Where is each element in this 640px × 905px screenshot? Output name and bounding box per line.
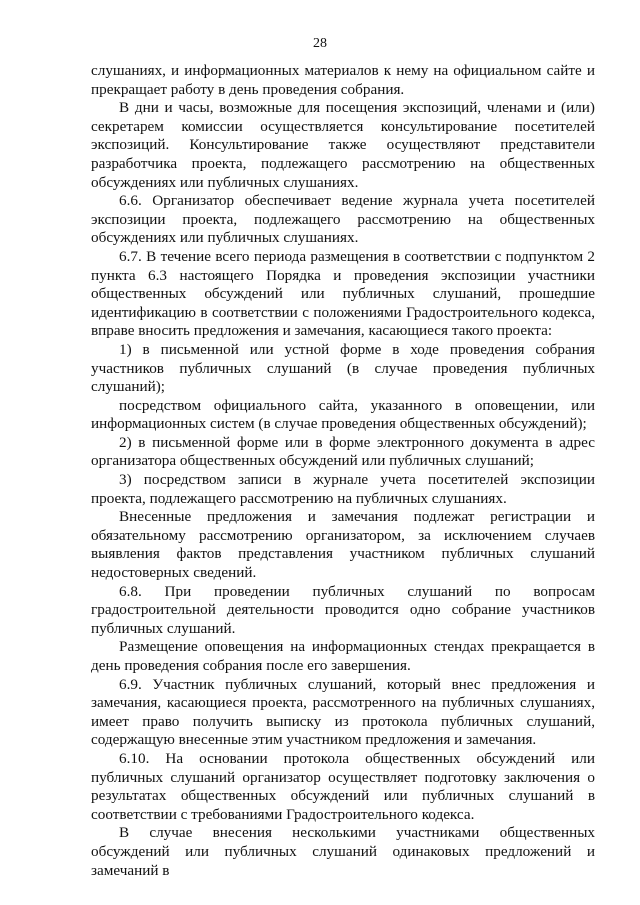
paragraph: 3) посредством записи в журнале учета посетителей экспозиции проекта, подлежащего рассмотрению на публичных слушаниях. [91, 471, 595, 507]
document-body [91, 62, 595, 880]
paragraph: 2) в письменной форме или в форме электронного документа в адрес организатора общественных обсуждений или публичных слушаний; [91, 433, 595, 470]
paragraph: слушаниях, и информационных материалов к нему на официальном сайте и прекращает работу в день проведения собрания. [91, 62, 595, 98]
page-number: 28 [313, 36, 327, 51]
paragraph: 6.7. В течение всего периода размещения в соответствии с подпунктом 2 пункта 6.3 настоящего Порядка и проведения экспозиции участники общественных обсуждений или публичных слушаний, прошедшие идентификацию в соответствии с положениями Градостроительного кодекса, вправе вносить предложения и замечания, касающиеся такого проекта: [91, 247, 595, 340]
paragraph: Размещение оповещения на информационных стендах прекращается в день проведения собрания после его завершения. [91, 638, 595, 674]
paragraph: В дни и часы, возможные для посещения экспозиций, членами и (или) секретарем комиссии осуществляется консультирование посетителей экспозиций. Консультирование также осуществляют представители разработчика проекта, подлежащего рассмотрению на общественных обсуждениях или публичных слушаниях. [91, 99, 595, 191]
paragraph: 6.8. При проведении публичных слушаний по вопросам градостроительной деятельности проводится одно собрание участников публичных слушаний. [91, 582, 595, 637]
paragraph: 6.6. Организатор обеспечивает ведение журнала учета посетителей экспозиции проекта, подлежащего рассмотрению на общественных обсуждениях или публичных слушаниях. [91, 192, 595, 247]
paragraph: Внесенные предложения и замечания подлежат регистрации и обязательному рассмотрению организатором, за исключением случаев выявления фактов представления участником публичных слушаний недостоверных сведений. [91, 508, 595, 582]
paragraph: 6.9. Участник публичных слушаний, который внес предложения и замечания, касающиеся проекта, рассмотренного на публичных слушаниях, имеет право получить выписку из протокола публичных слушаний, содержащую внесенные этим участником предложения и замечания. [91, 675, 595, 749]
paragraph: В случае внесения несколькими участниками общественных обсуждений или публичных слушаний одинаковых предложений и замечаний в [91, 824, 595, 879]
paragraph: посредством официального сайта, указанного в оповещении, или информационных систем (в случае проведения общественных обсуждений); [91, 396, 595, 433]
paragraph: 1) в письменной или устной форме в ходе проведения собрания участников публичных слушаний (в случае проведения публичных слушаний); [91, 340, 595, 396]
paragraph: 6.10. На основании протокола общественных обсуждений или публичных слушаний организатор осуществляет подготовку заключения о результатах общественных обсуждений или публичных слушаний в соответствии с требованиями Градостроительного кодекса. [91, 749, 595, 823]
